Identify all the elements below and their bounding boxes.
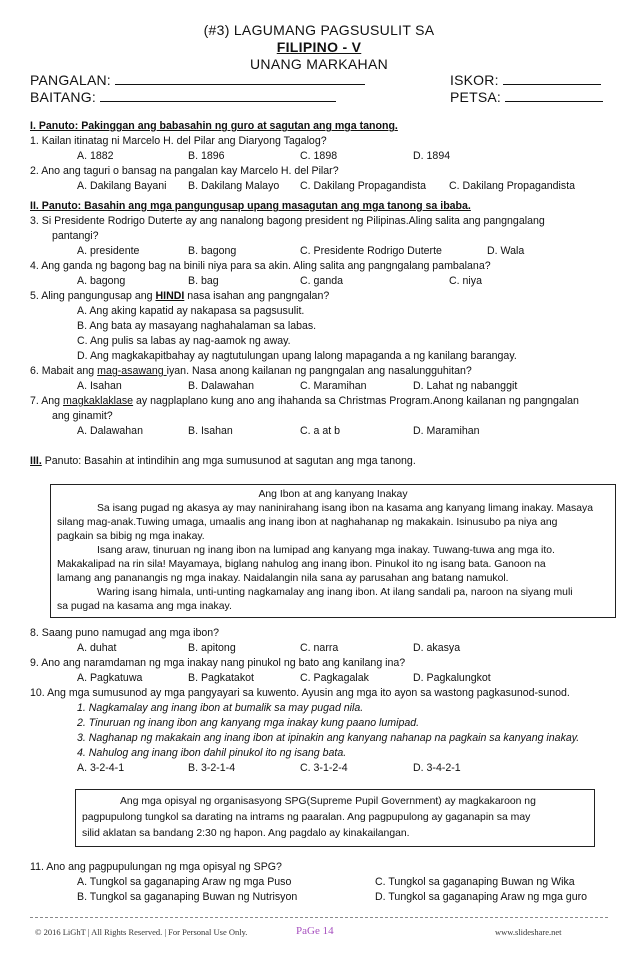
q5-text-pre: 5. Aling pangungusap ang bbox=[30, 290, 156, 302]
section-2-instructions: II. Panuto: Basahin ang mga pangungusap upang masagutan ang mga tanong sa ibaba. bbox=[30, 200, 471, 212]
story-line: sa pugad na kasama ang mga inakay. bbox=[57, 601, 232, 612]
subject-title: FILIPINO - V bbox=[276, 39, 362, 55]
q11-option-c[interactable]: C. Tungkol sa gaganaping Buwan ng Wika bbox=[375, 876, 575, 888]
story-line: pagkain sa bibig ng mga inakay. bbox=[57, 531, 205, 542]
question-9: 9. Ano ang naramdaman ng mga inakay nang pinukol ng bato ang kanilang ina? bbox=[30, 657, 406, 669]
q6-underlined-word: mag-asawang bbox=[97, 365, 167, 377]
question-5 bbox=[30, 290, 329, 303]
notice-box bbox=[75, 789, 595, 847]
story-line: lamang ang pananangis ng mga inakay. Naidalangin nila sana ay parusahan ang batang namukol. bbox=[57, 573, 509, 584]
q9-option-b[interactable]: B. Pagkatakot bbox=[188, 672, 254, 684]
q2-option-c[interactable]: C. Dakilang Propagandista bbox=[300, 180, 427, 192]
story-line: silang mag-anak.Tuwing umaga, umaalis ang inang ibon at naghahanap ng makakain. Isinusubo pa niya ang bbox=[57, 517, 558, 528]
date-label: PETSA: bbox=[450, 89, 501, 105]
score-blank[interactable] bbox=[503, 72, 601, 85]
story-line: Sa isang pugad ng akasya ay may naninirahang isang ibon na kasama ang kanyang limang inakay. Masaya bbox=[97, 503, 593, 514]
q6-option-d[interactable]: D. Lahat ng nabanggit bbox=[413, 380, 518, 392]
q10-event: 4. Nahulog ang inang ibon dahil pinukol ito ng isang bata. bbox=[77, 747, 347, 759]
q3-option-a[interactable]: A. presidente bbox=[77, 245, 140, 257]
grade-blank[interactable] bbox=[100, 89, 336, 102]
question-2: 2. Ano ang taguri o bansag na pangalan kay Marcelo H. del Pilar? bbox=[30, 165, 339, 177]
notice-line: silid aklatan sa bandang 2:30 ng hapon. Ang pagdalo ay kinakailangan. bbox=[82, 828, 410, 839]
footer-source-link[interactable]: www.slideshare.net bbox=[495, 927, 562, 937]
grade-label: BAITANG: bbox=[30, 89, 96, 105]
q10-option-c[interactable]: C. 3-1-2-4 bbox=[300, 762, 348, 774]
footer-page-number bbox=[296, 925, 334, 937]
q10-option-a[interactable]: A. 3-2-4-1 bbox=[77, 762, 125, 774]
q6-text-pre: 6. Mabait ang bbox=[30, 365, 98, 377]
name-field bbox=[30, 72, 365, 88]
q4-option-d[interactable]: C. niya bbox=[449, 275, 482, 287]
q6-option-b[interactable]: B. Dalawahan bbox=[188, 380, 254, 392]
q3-option-b[interactable]: B. bagong bbox=[188, 245, 237, 257]
q6-option-a[interactable]: A. Isahan bbox=[77, 380, 122, 392]
score-label: ISKOR: bbox=[450, 72, 499, 88]
quarter-title: UNANG MARKAHAN bbox=[250, 56, 388, 72]
q2-option-a[interactable]: A. Dakilang Bayani bbox=[77, 180, 167, 192]
date-field bbox=[450, 89, 603, 105]
question-7 bbox=[30, 395, 579, 408]
q7-option-d[interactable]: D. Maramihan bbox=[413, 425, 480, 437]
q5-option-d[interactable]: D. Ang magkakapitbahay ay nagtutulungan upang lalong mapaganda a ng kanilang barangay. bbox=[77, 350, 517, 362]
q10-option-b[interactable]: B. 3-2-1-4 bbox=[188, 762, 236, 774]
q5-option-c[interactable]: C. Ang pulis sa labas ay nag-aamok ng away. bbox=[77, 335, 291, 347]
q8-option-b[interactable]: B. apitong bbox=[188, 642, 236, 654]
story-line: Makakalipad na rin sila! Mayamaya, biglang nahulog ang inang ibon. Pinukol ito ng isang bata. Ganoon na bbox=[57, 559, 546, 570]
grade-field bbox=[30, 89, 336, 105]
q3-option-d[interactable]: D. Wala bbox=[487, 245, 525, 257]
q9-option-c[interactable]: C. Pagkagalak bbox=[300, 672, 369, 684]
q1-option-d[interactable]: D. 1894 bbox=[413, 150, 451, 162]
question-1: 1. Kailan itinatag ni Marcelo H. del Pilar ang Diaryong Tagalog? bbox=[30, 135, 327, 147]
section-3-text: Panuto: Basahin at intindihin ang mga sumusunod at sagutan ang mga tanong. bbox=[41, 455, 416, 467]
q6-option-c[interactable]: C. Maramihan bbox=[300, 380, 367, 392]
story-box bbox=[50, 484, 616, 618]
q6-text-post: iyan. Nasa anong kailanan ng pangngalan ang nasalungguhitan? bbox=[166, 365, 472, 377]
question-10: 10. Ang mga sumusunod ay mga pangyayari sa kuwento. Ayusin ang mga ito ayon sa wastong pagkasunod-sunod. bbox=[30, 687, 570, 699]
score-field bbox=[450, 72, 601, 88]
q3-option-c[interactable]: C. Presidente Rodrigo Duterte bbox=[300, 245, 442, 257]
q8-option-a[interactable]: A. duhat bbox=[77, 642, 117, 654]
q11-option-b[interactable]: B. Tungkol sa gaganaping Buwan ng Nutrisyon bbox=[77, 891, 298, 903]
notice-line: pagpupulong tungkol sa darating na intrams ng paaralan. Ang pagpupulong ay gaganapin sa may bbox=[82, 812, 531, 823]
q8-option-d[interactable]: D. akasya bbox=[413, 642, 461, 654]
q8-option-c[interactable]: C. narra bbox=[300, 642, 339, 654]
question-8: 8. Saang puno namugad ang mga ibon? bbox=[30, 627, 220, 639]
page-number: PaGe 14 bbox=[296, 925, 334, 937]
q11-option-a[interactable]: A. Tungkol sa gaganaping Araw ng mga Puso bbox=[77, 876, 292, 888]
q11-option-d[interactable]: D. Tungkol sa gaganaping Araw ng mga guro bbox=[375, 891, 588, 903]
q7-underlined-word: magkaklaklase bbox=[63, 395, 134, 407]
q7-option-a[interactable]: A. Dalawahan bbox=[77, 425, 143, 437]
q9-option-d[interactable]: D. Pagkalungkot bbox=[413, 672, 491, 684]
question-3-cont: pantangi? bbox=[52, 230, 99, 242]
q5-text-post: nasa isahan ang pangngalan? bbox=[184, 290, 330, 302]
q7-option-b[interactable]: B. Isahan bbox=[188, 425, 233, 437]
q7-text-post: ay nagplaplano kung ano ang ihahanda sa Christmas Program.Anong kailanan ng pangngalan bbox=[133, 395, 579, 407]
notice-line: Ang mga opisyal ng organisasyong SPG(Supreme Pupil Government) ay magkakaroon ng bbox=[120, 796, 536, 807]
footer-divider bbox=[30, 917, 608, 918]
date-blank[interactable] bbox=[505, 89, 603, 102]
question-7-cont: ang ginamit? bbox=[52, 410, 113, 422]
q5-option-a[interactable]: A. Ang aking kapatid ay nakapasa sa pagsusulit. bbox=[77, 305, 305, 317]
footer-copyright: © 2016 LiGhT | All Rights Reserved. | For Personal Use Only. bbox=[35, 927, 248, 937]
name-blank[interactable] bbox=[115, 72, 365, 85]
story-title: Ang Ibon at ang kanyang Inakay bbox=[258, 489, 408, 500]
q2-option-b[interactable]: B. Dakilang Malayo bbox=[188, 180, 280, 192]
q4-option-c[interactable]: C. ganda bbox=[300, 275, 343, 287]
q4-option-a[interactable]: A. bagong bbox=[77, 275, 126, 287]
q10-event: 1. Nagkamalay ang inang ibon at bumalik sa may pugad nila. bbox=[77, 702, 364, 714]
name-label: PANGALAN: bbox=[30, 72, 111, 88]
section-3-instructions bbox=[30, 455, 416, 468]
exam-title: (#3) LAGUMANG PAGSUSULIT SA bbox=[203, 22, 435, 38]
question-11: 11. Ano ang pagpupulungan ng mga opisyal ng SPG? bbox=[30, 861, 282, 873]
q1-option-b[interactable]: B. 1896 bbox=[188, 150, 225, 162]
q10-option-d[interactable]: D. 3-4-2-1 bbox=[413, 762, 461, 774]
q1-option-c[interactable]: C. 1898 bbox=[300, 150, 338, 162]
section-3-number: III. bbox=[30, 455, 42, 467]
q9-option-a[interactable]: A. Pagkatuwa bbox=[77, 672, 143, 684]
q4-option-b[interactable]: B. bag bbox=[188, 275, 219, 287]
q7-option-c[interactable]: C. a at b bbox=[300, 425, 341, 437]
q5-option-b[interactable]: B. Ang bata ay masayang naghahalaman sa labas. bbox=[77, 320, 317, 332]
story-line: Isang araw, tinuruan ng inang ibon na lumipad ang kanyang mga inakay. Tuwang-tuwa ang mga ito. bbox=[97, 545, 555, 556]
q10-event: 2. Tinuruan ng inang ibon ang kanyang mga inakay kung paano lumipad. bbox=[77, 717, 420, 729]
question-3: 3. Si Presidente Rodrigo Duterte ay ang nanalong bagong president ng Pilipinas.Aling salita ang pangngalang bbox=[30, 215, 545, 227]
question-4: 4. Ang ganda ng bagong bag na binili niya para sa akin. Aling salita ang pangngalang pambalana? bbox=[30, 260, 491, 272]
q7-text-pre: 7. Ang bbox=[30, 395, 63, 407]
story-line: Waring isang himala, unti-unting nagkamalay ang inang ibon. At ilang sandali pa, naroon na siyang muli bbox=[97, 587, 573, 598]
q2-option-d[interactable]: C. Dakilang Propagandista bbox=[449, 180, 576, 192]
section-1-instructions: I. Panuto: Pakinggan ang babasahin ng guro at sagutan ang mga tanong. bbox=[30, 120, 398, 132]
q10-event: 3. Naghanap ng makakain ang inang ibon at ipinakin ang kanyang nahanap na pagkain sa kanyang inakay. bbox=[77, 732, 580, 744]
q1-option-a[interactable]: A. 1882 bbox=[77, 150, 114, 162]
q5-hindi-emphasis: HINDI bbox=[155, 290, 185, 302]
question-6 bbox=[30, 365, 472, 378]
